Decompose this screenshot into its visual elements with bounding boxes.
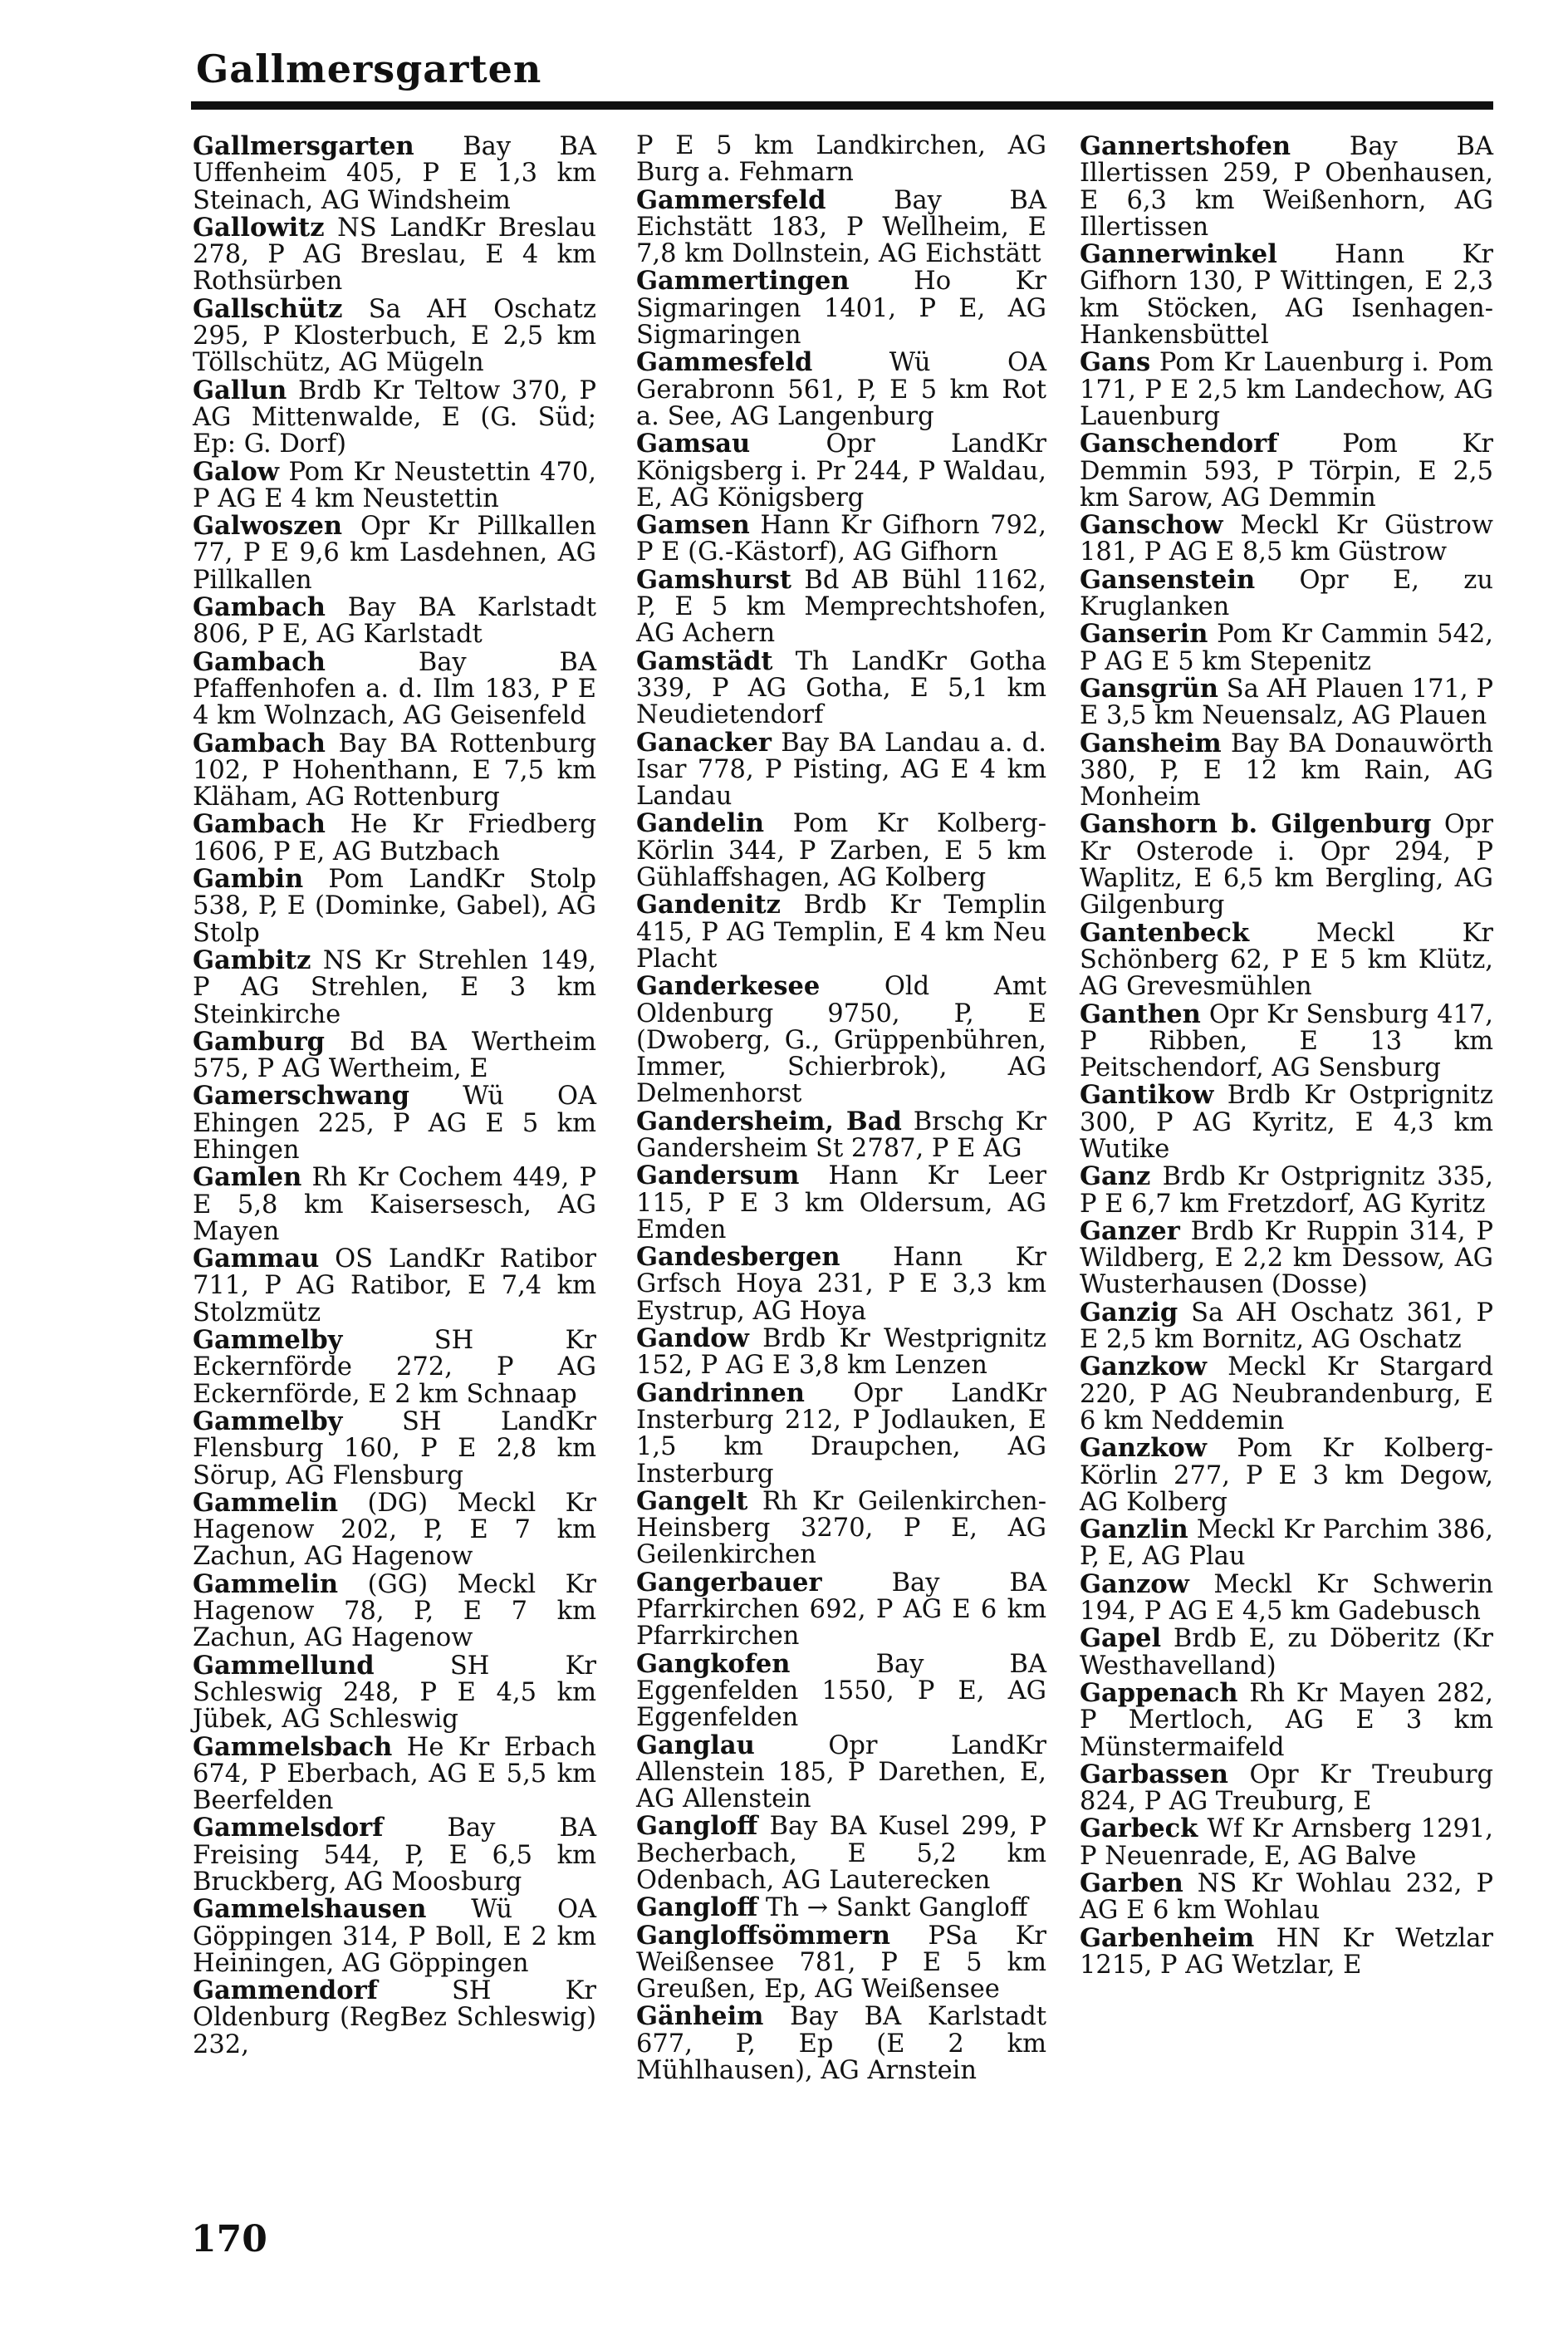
- entry: [1080, 133, 1493, 241]
- entry-name: Gammelin: [193, 1568, 339, 1599]
- entry: [1080, 1922, 1493, 1980]
- entry-name: Gangerbauer: [636, 1567, 822, 1598]
- entry-text: Hann Kr Gifhorn 792, P E (G.-Kästorf), AG Gifhorn: [636, 511, 1046, 567]
- entry-name: Ganzkow: [1080, 1433, 1208, 1464]
- entry: [636, 1244, 1046, 1325]
- entry-text: He Kr Erbach 674, P Eberbach, AG E 5,5 km Beerfelden: [193, 1732, 596, 1816]
- entry-text: Bay BA Pfarrkirchen 692, P AG E 6 km Pfarrkirchen: [636, 1568, 1046, 1652]
- entry: [636, 810, 1046, 891]
- entry: [1080, 1625, 1493, 1680]
- entry-name: Gammau: [193, 1244, 320, 1274]
- entry-name: Gammelshausen: [193, 1894, 427, 1925]
- entry-text: Rh Kr Geilenkirchen-Heinsberg 3270, P E, AG Geilenkirchen: [636, 1486, 1046, 1570]
- entry-name: Gamerschwang: [193, 1081, 409, 1112]
- entry-text: SH Kr Eckernförde 272, P AG Eckernförde, E 2 km Schnaap: [193, 1326, 596, 1409]
- entry: [636, 1894, 1046, 1921]
- entry-text: Meckl Kr Schönberg 62, P E 5 km Klütz, AG Grevesmühlen: [1080, 918, 1493, 1002]
- entry-text: Wü OA Göppingen 314, P Boll, E 2 km Heiningen, AG Göppingen: [193, 1895, 596, 1978]
- entry-name: Gambach: [193, 728, 326, 758]
- entry-text: PSa Kr Weißensee 781, P E 5 km Greußen, Ep, AG Weißensee: [636, 1921, 1046, 2005]
- entry-text: Brdb E, zu Döberitz (Kr Westhavelland): [1080, 1624, 1493, 1681]
- entry-text: Wü OA Ehingen 225, P AG E 5 km Ehingen: [193, 1082, 596, 1165]
- entry: [1080, 564, 1493, 622]
- entry-name: Gangelt: [636, 1485, 748, 1516]
- entry-text: Ho Kr Sigmaringen 1401, P E, AG Sigmaringen: [636, 267, 1046, 351]
- entry-name: Gammesfeld: [636, 347, 813, 378]
- entry-name: Gänheim: [636, 2001, 764, 2032]
- entry: [193, 133, 596, 214]
- entry-name: Gammelsdorf: [193, 1813, 384, 1843]
- entry: [193, 1164, 596, 1245]
- entry-text: Meckl Kr Stargard 220, P AG Neubrandenburg, E 6 km Neddemin: [1080, 1352, 1493, 1436]
- entry: [1080, 621, 1493, 675]
- entry-name: Gambin: [193, 864, 304, 895]
- running-head: Gallmersgarten: [196, 47, 542, 91]
- entry: [1080, 1761, 1493, 1816]
- page-number: 170: [191, 2218, 267, 2260]
- entry: [193, 947, 596, 1028]
- entry-text: NS LandKr Breslau 278, P AG Breslau, E 4 km Rothsürben: [193, 213, 596, 297]
- entry: [636, 729, 1046, 811]
- entry-name: Gammersfeld: [636, 184, 826, 215]
- column-1: [193, 133, 596, 2059]
- entry: [193, 456, 596, 513]
- entry: [636, 1377, 1046, 1489]
- entry: [193, 1977, 596, 2059]
- entry-text: Pom Kr Kolberg-Körlin 344, P Zarben, E 5 km Gühlaffshagen, AG Kolberg: [636, 809, 1046, 893]
- column-3: [1080, 133, 1493, 1979]
- entry-text: Hann Kr Grfsch Hoya 231, P E 3,3 km Eystrup, AG Hoya: [636, 1243, 1046, 1326]
- entry: [193, 730, 596, 812]
- entry-text: Old Amt Oldenburg 9750, P, E (Dwoberg, G., Grüppenbühren, Immer, Schierbrok), AG Delmenhorst: [636, 972, 1046, 1109]
- entry-text: Opr LandKr Allenstein 185, P Darethen, E, AG Allenstein: [636, 1730, 1046, 1814]
- entry-name: Gambitz: [193, 945, 311, 975]
- entry-name: Ganglau: [636, 1730, 755, 1760]
- entry-text: Brdb Kr Teltow 370, P AG Mittenwalde, E (G. Süd; Ep: G. Dorf): [193, 375, 596, 459]
- entry-text: Pom LandKr Stolp 538, P, E (Dominke, Gabel), AG Stolp: [193, 865, 596, 948]
- entry-name: Gamburg: [193, 1026, 325, 1057]
- entry-text: Pom Kr Cammin 542, P AG E 5 km Stepenitz: [1080, 620, 1493, 676]
- entry-name: Gangkofen: [636, 1648, 791, 1679]
- entry: [193, 1245, 596, 1327]
- entry: [193, 646, 596, 731]
- entry-text: Brdb Kr Ruppin 314, P Wildberg, E 2,2 km Dessow, AG Wusterhausen (Dosse): [1080, 1216, 1493, 1300]
- entry: [636, 973, 1046, 1107]
- entry-text: Opr Kr Pillkallen 77, P E 9,6 km Lasdehnen, AG Pillkallen: [193, 512, 596, 595]
- entry-name: Gandersheim, Bad: [636, 1106, 902, 1136]
- entry-text: Hann Kr Leer 115, P E 3 km Oldersum, AG Emden: [636, 1161, 1046, 1244]
- entry-text: HN Kr Wetzlar 1215, P AG Wetzlar, E: [1080, 1923, 1493, 1980]
- entry-name: Gannerwinkel: [1080, 239, 1277, 270]
- entry-text: Bay BA Donauwörth 380, P, E 12 km Rain, AG Monheim: [1080, 729, 1493, 812]
- entry-text: Hann Kr Gifhorn 130, P Wittingen, E 2,3 km Stöcken, AG Isenhagen-Hankensbüttel: [1080, 240, 1493, 351]
- entry-text: Bay BA Pfaffenhofen a. d. Ilm 183, P E 4 km Wolnzach, AG Geisenfeld: [193, 647, 596, 731]
- entry-text: Sa AH Oschatz 361, P E 2,5 km Bornitz, AG Oschatz: [1080, 1298, 1493, 1355]
- entry-name: Gambach: [193, 592, 326, 623]
- entry-name: Gandersum: [636, 1161, 800, 1191]
- entry: [636, 349, 1046, 430]
- entry-name: Gamlen: [193, 1162, 302, 1193]
- entry: [1080, 917, 1493, 1002]
- entry-text: (GG) Meckl Kr Hagenow 78, P, E 7 km Zachun, AG Hagenow: [193, 1569, 596, 1653]
- entry: [193, 377, 596, 459]
- entry-text: He Kr Friedberg 1606, P E, AG Butzbach: [193, 810, 596, 866]
- entry-text: Bd BA Wertheim 575, P AG Wertheim, E: [193, 1027, 596, 1084]
- entry: [1080, 1353, 1493, 1435]
- header-rule: [191, 101, 1493, 110]
- entry-name: Ganzow: [1080, 1568, 1189, 1599]
- entry-name: Ganthen: [1080, 999, 1201, 1029]
- entry-text: Rh Kr Cochem 449, P E 5,8 km Kaisersesch, AG Mayen: [193, 1163, 596, 1246]
- entry: [636, 267, 1046, 349]
- entry-text: Wf Kr Arnsberg 1291, P Neuenrade, E, AG Balve: [1080, 1814, 1493, 1871]
- entry-text: Wü OA Gerabronn 561, P, E 5 km Rot a. See, AG Langenburg: [636, 348, 1046, 431]
- entry: [636, 512, 1046, 567]
- entry-name: Ganzkow: [1080, 1352, 1208, 1382]
- entry-name: Gammelin: [193, 1487, 339, 1518]
- entry-name: Galwoszen: [193, 511, 343, 542]
- entry: [636, 2003, 1046, 2084]
- entry: [636, 891, 1046, 973]
- entry-text: Bay BA Karlstadt 806, P E, AG Karlstadt: [193, 593, 596, 650]
- entry-name: Gandesbergen: [636, 1242, 840, 1273]
- entry-text: Bay BA Rottenburg 102, P Hohenthann, E 7,5 km Kläham, AG Rottenburg: [193, 729, 596, 812]
- entry-name: Gallschütz: [193, 293, 343, 324]
- entry-name: Gamstädt: [636, 645, 773, 676]
- entry-name: Garbassen: [1080, 1759, 1228, 1789]
- entry-text: SH Kr Oldenburg (RegBez Schleswig) 232,: [193, 1976, 596, 2059]
- entry-name: Gammertingen: [636, 266, 850, 297]
- entry-name: Ganz: [1080, 1161, 1151, 1192]
- entry-text: Bay BA Illertissen 259, P Obenhausen, E 6,3 km Weißenhorn, AG Illertissen: [1080, 132, 1493, 242]
- entry-name: Gangloff: [636, 1811, 758, 1842]
- entry: [1080, 1082, 1493, 1163]
- entry-name: Gambach: [193, 646, 326, 677]
- entry-text: Opr E, zu Kruglanken: [1080, 565, 1493, 622]
- entry: [636, 564, 1046, 649]
- entry-text: Brdb Kr Templin 415, P AG Templin, E 4 km Neu Placht: [636, 891, 1046, 974]
- entry-text: SH LandKr Flensburg 160, P E 2,8 km Sörup, AG Flensburg: [193, 1406, 596, 1490]
- entry-text: Pom Kr Lauenburg i. Pom 171, P E 2,5 km Landechow, AG Lauenburg: [1080, 348, 1493, 431]
- entry-name: Ganacker: [636, 727, 772, 758]
- entry-name: Ganzer: [1080, 1215, 1180, 1246]
- entry-text: Brdb Kr Ostprignitz 300, P AG Kyritz, E 4,3 km Wutike: [1080, 1081, 1493, 1164]
- entry-text: Opr LandKr Königsberg i. Pr 244, P Waldau, E, AG Königsberg: [636, 429, 1046, 513]
- entry-name: Garben: [1080, 1868, 1183, 1898]
- entry-name: Ganschow: [1080, 510, 1223, 541]
- entry-text: Bd AB Bühl 1162, P, E 5 km Memprechtshofen, AG Achern: [636, 565, 1046, 649]
- entry-name: Ganshorn b. Gilgenburg: [1080, 809, 1432, 840]
- entry: [636, 1648, 1046, 1733]
- entry-name: Gansenstein: [1080, 564, 1256, 595]
- entry-text: Opr Kr Sensburg 417, P Ribben, E 13 km Peitschendorf, AG Sensburg: [1080, 999, 1493, 1083]
- entry-text: Bay BA Kusel 299, P Becherbach, E 5,2 km Odenbach, AG Lauterecken: [636, 1812, 1046, 1895]
- entry: [1080, 1163, 1493, 1218]
- entry-name: Gandow: [636, 1323, 749, 1354]
- entry: [1080, 730, 1493, 812]
- entry: [193, 1896, 596, 1977]
- entry: [1080, 675, 1493, 730]
- entry: [193, 1568, 596, 1653]
- entry: [636, 1732, 1046, 1813]
- entry-text: Bay BA Landau a. d. Isar 778, P Pisting, AG E 4 km Landau: [636, 728, 1046, 812]
- entry: [193, 214, 596, 296]
- entry-name: Gamsen: [636, 510, 750, 541]
- entry: [1080, 1677, 1493, 1762]
- entry-name: Gantikow: [1080, 1080, 1214, 1111]
- entry-name: Garbenheim: [1080, 1922, 1255, 1953]
- entry: [193, 866, 596, 947]
- entry-name: Gansheim: [1080, 728, 1222, 758]
- entry-name: Ganschendorf: [1080, 429, 1278, 459]
- entry-text: Meckl Kr Parchim 386, P, E, AG Plau: [1080, 1515, 1493, 1572]
- entry: [636, 430, 1046, 512]
- entry-text: Sa AH Oschatz 295, P Klosterbuch, E 2,5 km Töllschütz, AG Mügeln: [193, 294, 596, 378]
- entry-name: Gandenitz: [636, 890, 781, 920]
- entry-name: Gammellund: [193, 1650, 375, 1681]
- entry-text: Bay BA Freising 544, P, E 6,5 km Bruckberg, AG Moosburg: [193, 1813, 596, 1897]
- entry-name: Gangloff: [636, 1892, 758, 1923]
- entry-name: Gamshurst: [636, 564, 791, 595]
- entry: [193, 1731, 596, 1816]
- entry: [1080, 349, 1493, 430]
- entry: [636, 1813, 1046, 1894]
- entry-name: Gandrinnen: [636, 1377, 805, 1408]
- entry-name: Gambach: [193, 809, 326, 840]
- entry-name: Gallun: [193, 375, 287, 405]
- entry-text: (DG) Meckl Kr Hagenow 202, P, E 7 km Zachun, AG Hagenow: [193, 1488, 596, 1572]
- entry: [1080, 1516, 1493, 1571]
- entry-name: Gapel: [1080, 1623, 1162, 1654]
- entry: [1080, 1215, 1493, 1300]
- entry: [193, 594, 596, 649]
- entry: [636, 1162, 1046, 1244]
- entry: [636, 133, 1046, 187]
- entry-text: Meckl Kr Schwerin 194, P AG E 4,5 km Gadebusch: [1080, 1569, 1493, 1627]
- column-2: [636, 133, 1046, 2084]
- entry-text: Meckl Kr Güstrow 181, P AG E 8,5 km Güstrow: [1080, 511, 1493, 567]
- entry-text: Opr LandKr Insterburg 212, P Jodlauken, E 1,5 km Draupchen, AG Insterburg: [636, 1378, 1046, 1489]
- entry: [1080, 1001, 1493, 1082]
- entry-name: Gamsau: [636, 429, 751, 459]
- entry: [193, 1814, 596, 1896]
- entry-text: OS LandKr Ratibor 711, P AG Ratibor, E 7,4 km Stolzmütz: [193, 1244, 596, 1328]
- entry: [193, 1487, 596, 1572]
- entry-name: Gans: [1080, 347, 1151, 378]
- entry: [1080, 430, 1493, 512]
- entry: [193, 811, 596, 866]
- entry-text: Opr Kr Treuburg 824, P AG Treuburg, E: [1080, 1760, 1493, 1817]
- entry: [1080, 811, 1493, 919]
- entry-name: Ganzlin: [1080, 1514, 1188, 1545]
- entry-text: Bay BA Karlstadt 677, P, Ep (E 2 km Mühlhausen), AG Arnstein: [636, 2002, 1046, 2086]
- entry-name: Ganserin: [1080, 619, 1208, 650]
- entry-name: Gammelsbach: [193, 1731, 393, 1762]
- entry-text: Pom Kr Demmin 593, P Törpin, E 2,5 km Sarow, AG Demmin: [1080, 429, 1493, 513]
- entry-text: Brschg Kr Gandersheim St 2787, P E AG: [636, 1107, 1046, 1163]
- entry-text: NS Kr Strehlen 149, P AG Strehlen, E 3 km Steinkirche: [193, 945, 596, 1029]
- entry-name: Ganderkesee: [636, 971, 821, 1002]
- entry-name: Gannertshofen: [1080, 131, 1291, 161]
- entry-name: Garbeck: [1080, 1813, 1198, 1844]
- entry-name: Galow: [193, 456, 279, 487]
- entry-text: Bay BA Uffenheim 405, P E 1,3 km Steinach, AG Windsheim: [193, 132, 596, 215]
- entry: [636, 1485, 1046, 1570]
- entry: [1080, 1435, 1493, 1516]
- entry-name: Gangloffsömmern: [636, 1920, 890, 1951]
- entry: [193, 1082, 596, 1164]
- entry-name: Gammelby: [193, 1325, 343, 1356]
- entry-text: Brdb Kr Westprignitz 152, P AG E 3,8 km Lenzen: [636, 1324, 1046, 1381]
- entry: [1080, 1815, 1493, 1870]
- entry: [1080, 512, 1493, 567]
- entry: [1080, 241, 1493, 349]
- entry-text: Sa AH Plauen 171, P E 3,5 km Neuensalz, AG Plauen: [1080, 674, 1493, 731]
- entry: [636, 1569, 1046, 1651]
- entry: [636, 1922, 1046, 2004]
- entry-text: Bay BA Eggenfelden 1550, P E, AG Eggenfelden: [636, 1649, 1046, 1733]
- entry: [193, 1028, 596, 1083]
- entry: [193, 1327, 596, 1408]
- entry: [193, 1408, 596, 1490]
- entry-name: Gammendorf: [193, 1975, 378, 2006]
- entry-text: Th LandKr Gotha 339, P AG Gotha, E 5,1 km Neudietendorf: [636, 646, 1046, 730]
- entry: [636, 645, 1046, 730]
- entry-text: Brdb Kr Ostprignitz 335, P E 6,7 km Fretzdorf, AG Kyritz: [1080, 1162, 1493, 1219]
- entry: [1080, 1870, 1493, 1925]
- entry-text: Bay BA Eichstätt 183, P Wellheim, E 7,8 km Dollnstein, AG Eichstätt: [636, 185, 1046, 269]
- entry-text: NS Kr Wohlau 232, P AG E 6 km Wohlau: [1080, 1869, 1493, 1926]
- entry: [193, 1652, 596, 1734]
- entry-text: SH Kr Schleswig 248, P E 4,5 km Jübek, AG Schleswig: [193, 1651, 596, 1735]
- entry-text: Pom Kr Neustettin 470, P AG E 4 km Neustettin: [193, 457, 596, 513]
- entry-name: Gammelby: [193, 1406, 343, 1436]
- entry-text: Rh Kr Mayen 282, P Mertloch, AG E 3 km Münstermaifeld: [1080, 1678, 1493, 1762]
- entry-name: Gappenach: [1080, 1677, 1238, 1708]
- entry: [193, 513, 596, 594]
- entry: [636, 184, 1046, 269]
- entry-name: Gansgrün: [1080, 673, 1218, 704]
- entry: [1080, 1299, 1493, 1354]
- entry-text: P E 5 km Landkirchen, AG Burg a. Fehmarn: [636, 131, 1046, 188]
- entry: [193, 293, 596, 378]
- entry-text: Pom Kr Kolberg-Körlin 277, P E 3 km Degow, AG Kolberg: [1080, 1434, 1493, 1517]
- entry: [636, 1108, 1046, 1163]
- entry: [1080, 1568, 1493, 1627]
- entry-name: Gantenbeck: [1080, 917, 1250, 948]
- entry-text: Th → Sankt Gangloff: [757, 1893, 1028, 1923]
- entry-name: Gallowitz: [193, 212, 325, 243]
- entry-name: Ganzig: [1080, 1297, 1178, 1328]
- entry-name: Gandelin: [636, 808, 765, 839]
- entry: [636, 1325, 1046, 1380]
- entry-text: Opr Kr Osterode i. Opr 294, P Waplitz, E 6,5 km Bergling, AG Gilgenburg: [1080, 810, 1493, 920]
- entry-name: Gallmersgarten: [193, 131, 414, 161]
